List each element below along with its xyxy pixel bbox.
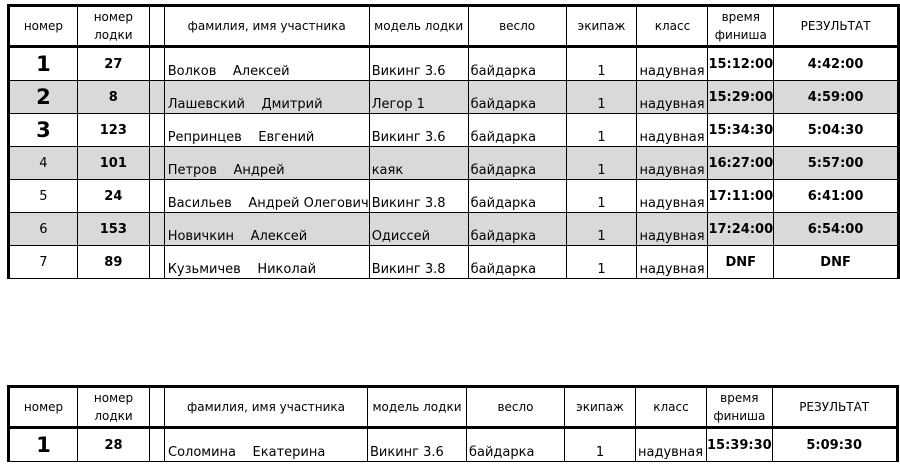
boat-number-cell: 27	[77, 47, 149, 81]
header-result: РЕЗУЛЬТАТ	[774, 6, 899, 47]
header-crew: экипаж	[565, 387, 636, 428]
class-cell: надувная	[637, 246, 708, 279]
gap-cell	[149, 47, 164, 81]
paddle-cell: байдарка	[468, 246, 566, 279]
header-row	[9, 387, 898, 428]
header-boat	[77, 6, 149, 47]
gap-cell	[149, 180, 164, 213]
crew-cell: 1	[566, 114, 637, 147]
paddle-cell: байдарка	[468, 47, 566, 81]
header-crew: экипаж	[566, 6, 637, 47]
result-cell: DNF	[774, 246, 899, 279]
position-cell: 7	[9, 246, 78, 279]
class-cell: надувная	[637, 114, 708, 147]
position-cell: 6	[9, 213, 78, 246]
first-name: Андрей	[233, 163, 285, 178]
class-cell: надувная	[637, 213, 708, 246]
finish-time-cell: 16:27:00	[708, 147, 774, 180]
table-row	[9, 147, 899, 180]
first-name: Николай	[257, 262, 317, 277]
paddle-cell: байдарка	[468, 180, 566, 213]
header-gap	[149, 6, 164, 47]
result-cell: 6:54:00	[774, 213, 899, 246]
header-finish	[708, 6, 774, 47]
paddle-cell: байдарка	[468, 81, 566, 114]
table-row	[9, 47, 899, 81]
result-cell: 4:59:00	[774, 81, 899, 114]
result-cell: 5:57:00	[774, 147, 899, 180]
gap-cell	[149, 81, 164, 114]
header-class: класс	[636, 387, 707, 428]
crew-cell: 1	[566, 81, 637, 114]
first-name: Евгений	[258, 130, 315, 145]
crew-cell: 1	[566, 246, 637, 279]
header-boat-line2: лодки	[94, 409, 133, 423]
results-table-2	[7, 385, 899, 462]
finish-time-cell: 15:29:00	[708, 81, 774, 114]
header-finish-line1: время	[721, 10, 760, 24]
paddle-cell: байдарка	[468, 213, 566, 246]
gap-cell	[149, 114, 164, 147]
crew-cell: 1	[566, 180, 637, 213]
boat-number-cell: 8	[77, 81, 149, 114]
boat-number-cell: 89	[77, 246, 149, 279]
finish-time-cell: 17:11:00	[708, 180, 774, 213]
header-name: фамилия, имя участника	[165, 387, 368, 428]
header-boat-line1: номер	[93, 391, 134, 405]
paddle-cell: байдарка	[468, 147, 566, 180]
boat-model-cell: Викинг 3.6	[369, 114, 468, 147]
table-row	[9, 81, 899, 114]
participant-name-cell	[164, 147, 369, 180]
header-class: класс	[637, 6, 708, 47]
first-name: Андрей Олегович	[248, 196, 369, 211]
participant-name-cell	[164, 246, 369, 279]
finish-time-cell: 15:39:30	[707, 428, 773, 462]
finish-time-cell: 15:34:30	[708, 114, 774, 147]
header-finish	[707, 387, 773, 428]
class-cell: надувная	[637, 81, 708, 114]
finish-time-cell: 17:24:00	[708, 213, 774, 246]
finish-time-cell: 15:12:00	[708, 47, 774, 81]
last-name: Лашевский	[167, 97, 245, 112]
last-name: Соломина	[168, 445, 237, 460]
paddle-cell: байдарка	[467, 428, 565, 462]
position-cell: 5	[9, 180, 78, 213]
first-name: Алексей	[232, 64, 290, 79]
result-cell: 6:41:00	[774, 180, 899, 213]
crew-cell: 1	[565, 428, 636, 462]
header-boat-line1: номер	[93, 10, 133, 24]
gap-cell	[150, 428, 165, 462]
participant-name-cell	[164, 81, 369, 114]
result-cell: 5:04:30	[774, 114, 899, 147]
header-row	[9, 6, 899, 47]
participant-name-cell	[164, 213, 369, 246]
first-name: Дмитрий	[261, 97, 323, 112]
boat-number-cell: 28	[78, 428, 150, 462]
header-pos: номер	[9, 387, 78, 428]
boat-number-cell: 123	[77, 114, 149, 147]
last-name: Новичкин	[167, 229, 235, 244]
table-row	[9, 428, 898, 462]
crew-cell: 1	[566, 213, 637, 246]
header-finish-line2: финиша	[714, 28, 767, 42]
boat-model-cell: Одиссей	[369, 213, 468, 246]
position-cell: 1	[9, 428, 78, 462]
table-row	[9, 213, 899, 246]
last-name: Волков	[167, 64, 217, 79]
participant-name-cell	[164, 47, 369, 81]
header-boat	[78, 387, 150, 428]
position-cell: 2	[9, 81, 78, 114]
boat-number-cell: 24	[77, 180, 149, 213]
participant-name-cell	[165, 428, 368, 462]
class-cell: надувная	[637, 180, 708, 213]
boat-model-cell: Викинг 3.6	[368, 428, 467, 462]
header-model: модель лодки	[368, 387, 467, 428]
participant-name-cell	[164, 114, 369, 147]
table-row	[9, 246, 899, 279]
gap-cell	[149, 213, 164, 246]
last-name: Репринцев	[167, 130, 242, 145]
last-name: Васильев	[167, 196, 232, 211]
header-finish-line1: время	[720, 391, 759, 405]
crew-cell: 1	[566, 147, 637, 180]
gap-cell	[149, 246, 164, 279]
position-cell: 4	[9, 147, 78, 180]
result-cell: 4:42:00	[774, 47, 899, 81]
header-finish-line2: финиша	[713, 409, 766, 423]
boat-model-cell: Легор 1	[369, 81, 468, 114]
crew-cell: 1	[566, 47, 637, 81]
header-boat-line2: лодки	[94, 28, 133, 42]
header-name: фамилия, имя участника	[164, 6, 369, 47]
position-cell: 3	[9, 114, 78, 147]
header-gap	[150, 387, 165, 428]
results-table-1	[7, 4, 900, 279]
boat-model-cell: Викинг 3.8	[369, 246, 468, 279]
participant-name-cell	[164, 180, 369, 213]
header-paddle: весло	[468, 6, 566, 47]
header-model: модель лодки	[369, 6, 468, 47]
boat-model-cell: Викинг 3.8	[369, 180, 468, 213]
header-pos: номер	[9, 6, 78, 47]
class-cell: надувная	[637, 147, 708, 180]
header-paddle: весло	[467, 387, 565, 428]
paddle-cell: байдарка	[468, 114, 566, 147]
first-name: Алексей	[250, 229, 308, 244]
boat-model-cell: Викинг 3.6	[369, 47, 468, 81]
class-cell: надувная	[636, 428, 707, 462]
header-result: РЕЗУЛЬТАТ	[772, 387, 897, 428]
gap-cell	[149, 147, 164, 180]
last-name: Кузьмичев	[167, 262, 241, 277]
boat-number-cell: 101	[77, 147, 149, 180]
last-name: Петров	[167, 163, 217, 178]
position-cell: 1	[9, 47, 78, 81]
boat-number-cell: 153	[77, 213, 149, 246]
table-row	[9, 114, 899, 147]
finish-time-cell: DNF	[708, 246, 774, 279]
result-cell: 5:09:30	[772, 428, 897, 462]
boat-model-cell: каяк	[369, 147, 468, 180]
first-name: Екатерина	[252, 445, 326, 460]
class-cell: надувная	[637, 47, 708, 81]
table-row	[9, 180, 899, 213]
